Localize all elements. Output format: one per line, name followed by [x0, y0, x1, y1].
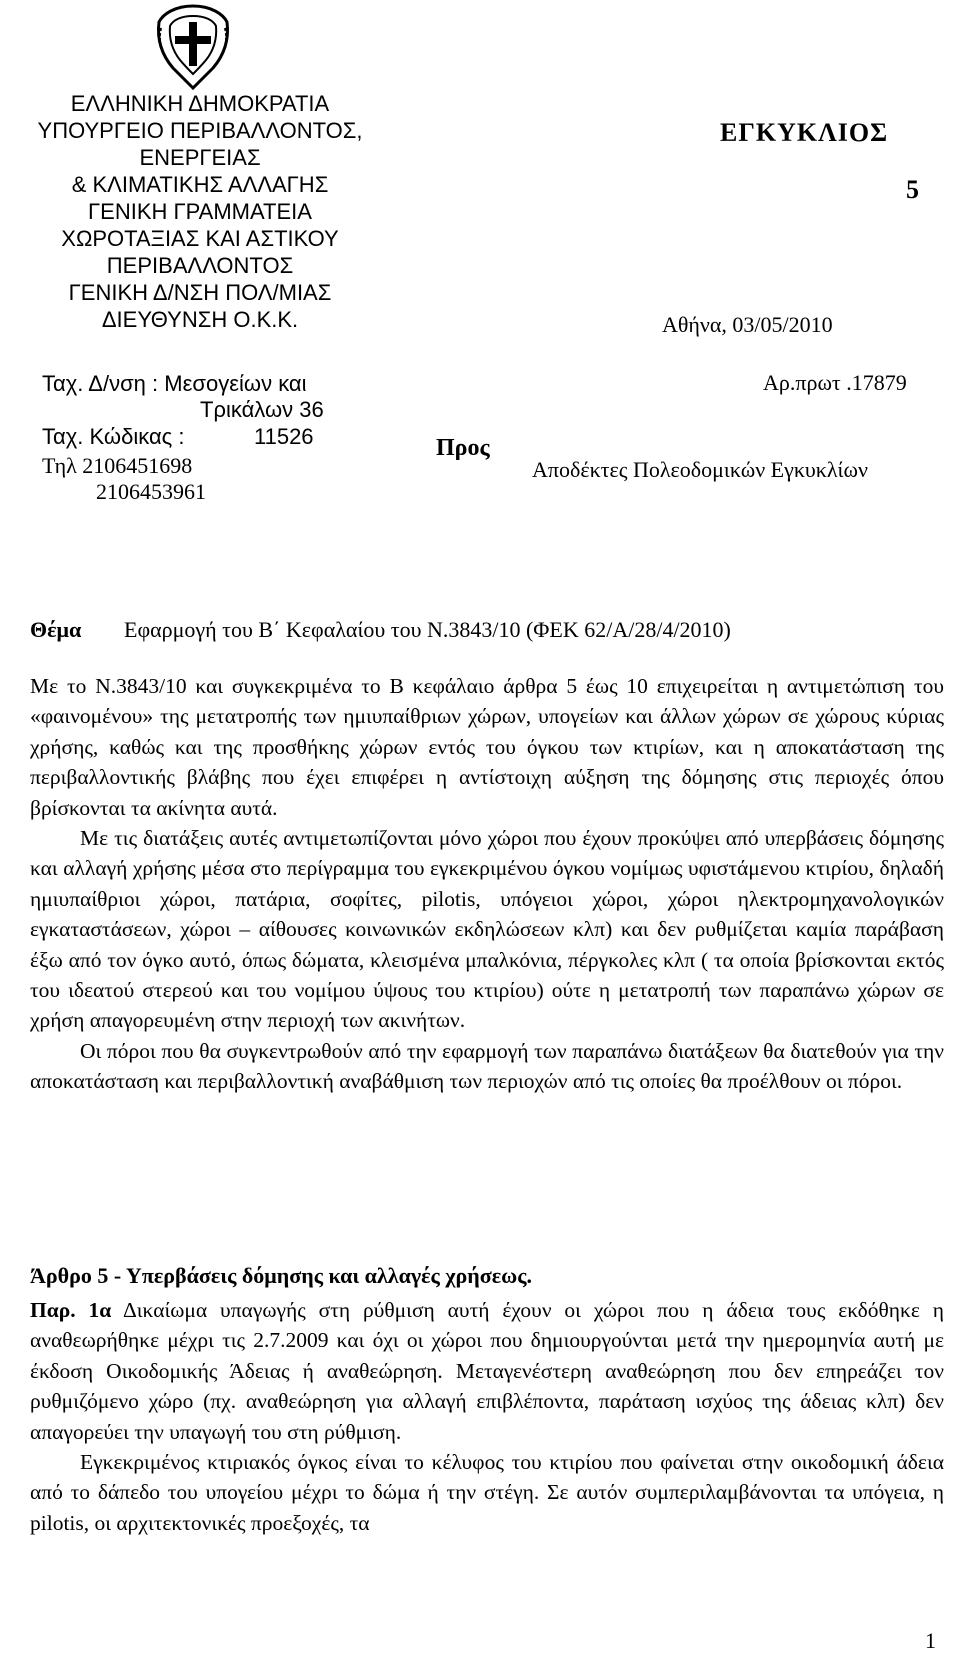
ministry-line: ΕΛΛΗΝΙΚΗ ΔΗΜΟΚΡΑΤΙΑ [70, 91, 330, 116]
subject-label: Θέμα [30, 617, 82, 642]
greek-state-emblem-icon [153, 2, 233, 92]
ministry-line: ΓΕΝΙΚΗ Δ/ΝΣΗ ΠΟΛ/ΜΙΑΣ [68, 280, 332, 305]
ministry-line: ΥΠΟΥΡΓΕΙΟ ΠΕΡΙΒΑΛΛΟΝΤΟΣ, [37, 118, 363, 143]
ministry-line: ΕΝΕΡΓΕΙΑΣ [139, 145, 261, 170]
paragraph-text: Δικαίωμα υπαγωγής στη ρύθμιση αυτή έχουν οι χώροι που η άδεια τους εκδόθηκε η αναθεωρήθηκε μέχρι τις 2.7.2009 και όχι οι χώροι που δημιουργούνται μετά την ημερομηνία αυτή με έκδοση Οικοδομικής Άδειας ή αναθεώρηση. Μεταγενέστερη αναθεώρηση που δεν επηρεάζει τον ρυθμιζόμενο χώρο (πχ. αναθεώρηση για αλλαγή επιβλέποντα, παράταση ισχύος της άδειας κλπ) δεν απαγορεύει την υπαγωγή του στη ρύθμιση. [30, 1298, 944, 1444]
paragraph: Εγκεκριμένος κτιριακός όγκος είναι το κέλυφος του κτιρίου που φαίνεται στην οικοδομική άδεια από το δάπεδο του υπογείου μέχρι το δώμα ή την στέγη. Σε αυτόν συμπεριλαμβάνονται τα υπόγεια, η pilotis, οι αρχιτεκτονικές προεξοχές, τα [30, 1450, 944, 1535]
paragraph: Οι πόροι που θα συγκεντρωθούν από την εφαρμογή των παραπάνω διατάξεων θα διατεθούν για την αποκατάσταση και περιβαλλοντική αναβάθμιση των περιοχών από τις οποίες θα προέλθουν οι πόροι. [30, 1038, 944, 1094]
paragraph: Με το Ν.3843/10 και συγκεκριμένα το Β κεφάλαιο άρθρα 5 έως 10 επιχειρείται η αντιμετώπιση του «φαινομένου» της μετατροπής των ημιυπαίθριων χώρων, υπογείων και άλλων χώρων σε χώρους κύριας χρήσης, καθώς και της προσθήκης χώρων εντός του όγκου των κτιρίων, και η αποκατάσταση της περιβαλλοντικής βλάβης που έχει επιφέρει η αντίστοιχη αύξηση της δόμησης στις περιοχές όπου βρίσκονται τα ακίνητα αυτά. [30, 674, 944, 820]
circular-title: ΕΓΚΥΚΛΙΟΣ [720, 118, 889, 147]
paragraph [30, 1295, 944, 1447]
article-title: Άρθρο 5 - Υπερβάσεις δόμησης και αλλαγές χρήσεως. [30, 1263, 532, 1288]
subject-text: Εφαρμογή του Β΄ Κεφαλαίου του Ν.3843/10 (ΦΕΚ 62/Α/28/4/2010) [124, 617, 731, 642]
page-number: 1 [925, 1628, 936, 1653]
ministry-line: ΧΩΡΟΤΑΞΙΑΣ ΚΑΙ ΑΣΤΙΚΟΥ [61, 226, 339, 251]
body-section-article5 [30, 1295, 944, 1538]
address-street-2: Τρικάλων 36 [200, 397, 324, 422]
paragraph-label: Παρ. 1α [30, 1298, 112, 1322]
circular-number: 5 [906, 175, 919, 204]
ministry-line: ΔΙΕΥΘΥΝΣΗ Ο.Κ.Κ. [101, 307, 299, 332]
address-postal-code: 11526 [254, 424, 314, 449]
paragraph: Με τις διατάξεις αυτές αντιμετωπίζονται μόνο χώροι που έχουν προκύψει από υπερβάσεις δόμησης και αλλαγή χρήσης μέσα στο περίγραμμα του εγκεκριμένου όγκου νομίμως υφιστάμενου κτιρίου, δηλαδή ημιυπαίθριοι χώροι, πατάρια, σοφίτες, pilotis, υπόγειοι χώροι, χώροι ηλεκτρομηχανολογικών εγκαταστάσεων, χώροι – αίθουσες κοινωνικών εκδηλώσεων κλπ) και δεν ρυθμίζεται καμία παράβαση έξω από τον όγκο αυτό, όπως δώματα, κλεισμένα μπαλκόνια, πέργκολες κλπ ( τα οποία βρίσκονται εκτός του ιδεατού στερεού και του νομίμου ύψους του κτιρίου) ούτε η μετατροπή των παραπάνω χώρων σε χρήση απαγορευμένη στην περιοχή των ακινήτων. [30, 826, 944, 1033]
ministry-line: ΠΕΡΙΒΑΛΛΟΝΤΟΣ [106, 253, 294, 278]
ministry-line: & ΚΛΙΜΑΤΙΚΗΣ ΑΛΛΑΓΗΣ [71, 172, 329, 197]
protocol-number: Αρ.πρωτ .17879 [763, 370, 907, 395]
address-phone-2: 2106453961 [96, 479, 206, 504]
ministry-header [20, 90, 380, 333]
body-section-intro [30, 671, 944, 1097]
document-date: Αθήνα, 03/05/2010 [662, 312, 833, 337]
address-street: Ταχ. Δ/νση : Μεσογείων και [42, 371, 307, 396]
ministry-line: ΓΕΝΙΚΗ ΓΡΑΜΜΑΤΕΙΑ [88, 199, 312, 224]
address-phone-1: Τηλ 2106451698 [42, 453, 193, 478]
address-postal-label: Ταχ. Κώδικας : [42, 424, 185, 449]
recipients: Αποδέκτες Πολεοδομικών Εγκυκλίων [532, 457, 868, 482]
to-label: Προς [436, 435, 490, 461]
